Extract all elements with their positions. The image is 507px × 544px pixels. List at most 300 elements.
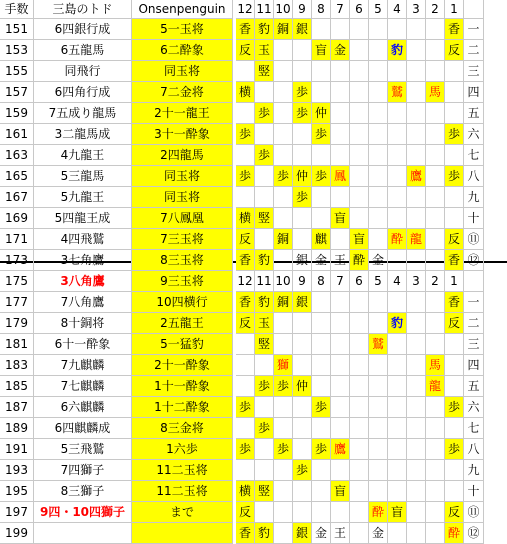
board-square — [312, 418, 331, 439]
board-square — [350, 166, 369, 187]
board-square: 盲 — [350, 229, 369, 250]
board-square — [331, 19, 350, 40]
board-square — [388, 187, 407, 208]
board-square — [274, 124, 293, 145]
board-square — [350, 103, 369, 124]
board-square — [274, 250, 293, 271]
board-square — [236, 376, 255, 397]
board-square: 反 — [236, 40, 255, 61]
gote-move: 8三金将 — [132, 418, 233, 439]
board-square — [274, 40, 293, 61]
rank-label: 十 — [464, 481, 484, 502]
board-square — [331, 103, 350, 124]
board-square: 金 — [312, 250, 331, 271]
board-square — [236, 460, 255, 481]
rank-label: 一 — [464, 292, 484, 313]
header-tesuu: 手数 — [0, 0, 34, 19]
board-square — [407, 502, 426, 523]
file-number-5: 5 — [369, 271, 388, 292]
board-square: 鷲 — [369, 334, 388, 355]
board-square — [369, 187, 388, 208]
board-square: 香 — [445, 292, 464, 313]
board-square — [274, 502, 293, 523]
board-square — [236, 187, 255, 208]
board-square — [426, 166, 445, 187]
board-square — [293, 439, 312, 460]
rank-label: 一 — [464, 19, 484, 40]
rank-label: 二 — [464, 40, 484, 61]
board-square: 金 — [369, 250, 388, 271]
file-number-8: 8 — [312, 0, 331, 19]
board-square — [445, 187, 464, 208]
board-square — [331, 145, 350, 166]
header-gote: Onsenpenguin — [132, 0, 233, 19]
rank-label: 二 — [464, 313, 484, 334]
file-number-11: 11 — [255, 271, 274, 292]
board-square — [369, 208, 388, 229]
file-number-1: 1 — [445, 0, 464, 19]
move-number: 191 — [0, 439, 34, 460]
board-square: 香 — [445, 250, 464, 271]
board-square — [407, 481, 426, 502]
board-square — [255, 355, 274, 376]
board-square — [407, 40, 426, 61]
board-square — [388, 103, 407, 124]
sente-move: 同飛行 — [34, 61, 132, 82]
board-square — [388, 292, 407, 313]
board-square — [388, 19, 407, 40]
board-square: 横 — [236, 481, 255, 502]
sente-move: 7七麒麟 — [34, 376, 132, 397]
board-square — [426, 292, 445, 313]
board-square: 横 — [236, 82, 255, 103]
board-square: 歩 — [293, 82, 312, 103]
board-square: 豹 — [255, 19, 274, 40]
board-square — [293, 502, 312, 523]
rank-label: 六 — [464, 397, 484, 418]
board-square — [293, 313, 312, 334]
board-square — [426, 397, 445, 418]
board-square — [426, 103, 445, 124]
board-square — [350, 208, 369, 229]
board-square — [369, 481, 388, 502]
board-square: 馬 — [426, 82, 445, 103]
sente-move: 6五龍馬 — [34, 40, 132, 61]
board-square — [312, 19, 331, 40]
board-square — [350, 376, 369, 397]
board-square — [445, 208, 464, 229]
board-square — [388, 334, 407, 355]
board-square: 豹 — [388, 40, 407, 61]
board-square: 金 — [331, 40, 350, 61]
board-square — [274, 187, 293, 208]
board-square — [255, 460, 274, 481]
board-square: 横 — [236, 208, 255, 229]
gote-move: 2十一酔象 — [132, 355, 233, 376]
board-square — [445, 103, 464, 124]
gote-move: 同玉将 — [132, 61, 233, 82]
board-square: 龍 — [407, 229, 426, 250]
rank-label: 三 — [464, 334, 484, 355]
board-square — [255, 439, 274, 460]
board-square — [312, 481, 331, 502]
board-square: 歩 — [293, 187, 312, 208]
board-square — [312, 61, 331, 82]
board-square — [255, 229, 274, 250]
rank-label: 三 — [464, 61, 484, 82]
board-square — [445, 418, 464, 439]
board-square — [293, 418, 312, 439]
board-square — [331, 124, 350, 145]
rank-label: 四 — [464, 82, 484, 103]
board-square — [274, 61, 293, 82]
board-square — [236, 355, 255, 376]
board-square — [293, 61, 312, 82]
board-square — [312, 502, 331, 523]
board-square — [426, 229, 445, 250]
file-number-2: 2 — [426, 271, 445, 292]
board-square: 盲 — [331, 208, 350, 229]
board-square — [274, 313, 293, 334]
board-square — [274, 82, 293, 103]
board-square — [274, 103, 293, 124]
rank-label: ⑫ — [464, 523, 484, 544]
board-square — [350, 82, 369, 103]
gote-move: 7二金将 — [132, 82, 233, 103]
board-square — [369, 229, 388, 250]
board-square — [312, 145, 331, 166]
move-number: 169 — [0, 208, 34, 229]
file-number-1: 1 — [445, 271, 464, 292]
board-square: 香 — [236, 250, 255, 271]
sente-move: 5三飛鷲 — [34, 439, 132, 460]
board-square: 酔 — [350, 250, 369, 271]
file-number-3: 3 — [407, 271, 426, 292]
sente-move: 4九龍王 — [34, 145, 132, 166]
board-square — [407, 187, 426, 208]
move-number: 179 — [0, 313, 34, 334]
board-square — [350, 187, 369, 208]
board-square — [407, 523, 426, 544]
move-number: 157 — [0, 82, 34, 103]
board-square: 盲 — [331, 481, 350, 502]
board-square — [331, 334, 350, 355]
board-square — [388, 439, 407, 460]
rank-label: ⑪ — [464, 502, 484, 523]
gote-move: 10四横行 — [132, 292, 233, 313]
board-square — [388, 208, 407, 229]
board-square: 香 — [236, 523, 255, 544]
rank-label: 五 — [464, 376, 484, 397]
board-square — [407, 460, 426, 481]
board-square — [407, 334, 426, 355]
file-number-10: 10 — [274, 0, 293, 19]
board-square: 歩 — [312, 124, 331, 145]
board-square — [293, 208, 312, 229]
board-square: 歩 — [274, 166, 293, 187]
sente-move: 6四銀行成 — [34, 19, 132, 40]
board-square: 反 — [236, 502, 255, 523]
gote-move: 2十一龍王 — [132, 103, 233, 124]
board-square — [407, 82, 426, 103]
rank-label: 七 — [464, 145, 484, 166]
board-square — [274, 208, 293, 229]
board-square: 反 — [236, 229, 255, 250]
gote-move: 5一猛豹 — [132, 334, 233, 355]
board-square — [369, 397, 388, 418]
sente-move: 6四角行成 — [34, 82, 132, 103]
board-square — [388, 523, 407, 544]
board-square: 鳳 — [331, 166, 350, 187]
board-square: 歩 — [255, 103, 274, 124]
file-number-6: 6 — [350, 271, 369, 292]
board-square: 歩 — [236, 397, 255, 418]
board-square — [407, 145, 426, 166]
board-square: 王 — [331, 523, 350, 544]
board-square — [426, 439, 445, 460]
board-square: 歩 — [293, 103, 312, 124]
board-square — [293, 124, 312, 145]
board-square — [331, 187, 350, 208]
board-square — [331, 292, 350, 313]
board-square: 歩 — [255, 418, 274, 439]
board-square — [407, 124, 426, 145]
board-square — [388, 250, 407, 271]
board-square — [274, 418, 293, 439]
board-square — [369, 82, 388, 103]
board-square — [331, 355, 350, 376]
file-number-4: 4 — [388, 271, 407, 292]
file-number-6: 6 — [350, 0, 369, 19]
rank-label: 五 — [464, 103, 484, 124]
board-square — [350, 124, 369, 145]
board-square — [445, 334, 464, 355]
gote-move: 7八鳳凰 — [132, 208, 233, 229]
board-square — [369, 313, 388, 334]
board-square: 酔 — [445, 523, 464, 544]
board-square — [293, 40, 312, 61]
board-square — [445, 460, 464, 481]
sente-move: 4四飛鷲 — [34, 229, 132, 250]
board-square: 銀 — [293, 19, 312, 40]
rank-label: ⑫ — [464, 250, 484, 271]
board-square — [274, 523, 293, 544]
board-square — [350, 502, 369, 523]
board-square — [407, 292, 426, 313]
board-square — [350, 292, 369, 313]
rank-label: 六 — [464, 124, 484, 145]
sente-move: 7八角鷹 — [34, 292, 132, 313]
sente-move: 3八角鷹 — [34, 271, 132, 292]
board-square: 反 — [445, 502, 464, 523]
board-square — [426, 124, 445, 145]
board-square: 竪 — [255, 334, 274, 355]
gote-move: 7三玉将 — [132, 229, 233, 250]
board-square — [426, 418, 445, 439]
board-square — [426, 61, 445, 82]
board-square: 歩 — [255, 376, 274, 397]
board-square: 歩 — [445, 166, 464, 187]
file-number-12: 12 — [236, 271, 255, 292]
move-number: 151 — [0, 19, 34, 40]
board-square: 王 — [331, 250, 350, 271]
board-square — [350, 523, 369, 544]
move-number: 161 — [0, 124, 34, 145]
move-number: 187 — [0, 397, 34, 418]
board-square: 歩 — [445, 439, 464, 460]
board-square: 歩 — [274, 376, 293, 397]
board-square — [369, 145, 388, 166]
board-square: 獅 — [274, 355, 293, 376]
board-square: 歩 — [445, 397, 464, 418]
board-square — [293, 397, 312, 418]
board-square — [274, 145, 293, 166]
board-square — [369, 40, 388, 61]
board-square — [255, 502, 274, 523]
board-square: 竪 — [255, 481, 274, 502]
board-square — [407, 103, 426, 124]
sente-move: 6四麒麟成 — [34, 418, 132, 439]
gote-move: 3十一酔象 — [132, 124, 233, 145]
board-square — [369, 460, 388, 481]
board-square: 仲 — [312, 103, 331, 124]
board-square: 香 — [445, 19, 464, 40]
board-square: 歩 — [293, 460, 312, 481]
board-square — [255, 124, 274, 145]
board-square — [331, 397, 350, 418]
gote-move: 11二玉将 — [132, 460, 233, 481]
gote-move: 1十二酔象 — [132, 397, 233, 418]
board-square — [388, 355, 407, 376]
board-square — [426, 460, 445, 481]
board-square — [331, 376, 350, 397]
board-square — [255, 82, 274, 103]
board-square — [312, 376, 331, 397]
board-square: 歩 — [312, 439, 331, 460]
file-number-7: 7 — [331, 271, 350, 292]
move-number: 193 — [0, 460, 34, 481]
board-square — [426, 208, 445, 229]
gote-move: まで — [132, 502, 233, 523]
board-square: 香 — [236, 19, 255, 40]
board-square: 反 — [445, 229, 464, 250]
board-square — [255, 187, 274, 208]
board-square — [293, 481, 312, 502]
board-square: 歩 — [312, 166, 331, 187]
file-number-10: 10 — [274, 271, 293, 292]
move-number: 153 — [0, 40, 34, 61]
sente-move: 5三龍馬 — [34, 166, 132, 187]
file-number-11: 11 — [255, 0, 274, 19]
board-square — [426, 187, 445, 208]
board-square — [236, 103, 255, 124]
board-square: 麒 — [312, 229, 331, 250]
board-square — [388, 397, 407, 418]
board-square: 盲 — [388, 502, 407, 523]
board-square — [369, 376, 388, 397]
gote-move — [132, 523, 233, 544]
file-number-3: 3 — [407, 0, 426, 19]
board-square — [445, 82, 464, 103]
board-square — [388, 460, 407, 481]
file-number-9: 9 — [293, 0, 312, 19]
board-square — [236, 145, 255, 166]
rank-label — [464, 271, 484, 292]
board-square — [312, 334, 331, 355]
move-number: 171 — [0, 229, 34, 250]
board-square — [350, 19, 369, 40]
board-square: 金 — [369, 523, 388, 544]
board-square — [312, 187, 331, 208]
board-square — [274, 481, 293, 502]
board-square — [445, 145, 464, 166]
board-square: 反 — [445, 40, 464, 61]
board-square: 竪 — [255, 208, 274, 229]
board-square: 銀 — [293, 292, 312, 313]
board-square — [426, 19, 445, 40]
board-square — [369, 61, 388, 82]
board-square — [274, 334, 293, 355]
board-square — [331, 313, 350, 334]
sente-move: 8十銅将 — [34, 313, 132, 334]
board-square — [331, 229, 350, 250]
board-square — [407, 397, 426, 418]
board-square — [369, 103, 388, 124]
gote-move: 11二玉将 — [132, 481, 233, 502]
file-number-2: 2 — [426, 0, 445, 19]
board-square: 歩 — [312, 397, 331, 418]
board-square — [407, 250, 426, 271]
board-square: 豹 — [255, 523, 274, 544]
sente-move: 9四・10四獅子 — [34, 502, 132, 523]
board-square: 豹 — [388, 313, 407, 334]
header-sente: 三島のトド — [34, 0, 132, 19]
board-square — [407, 418, 426, 439]
board-square: 歩 — [274, 439, 293, 460]
board-square — [236, 334, 255, 355]
move-number: 175 — [0, 271, 34, 292]
board-square — [445, 355, 464, 376]
board-square: 歩 — [445, 124, 464, 145]
board-square: 銀 — [293, 250, 312, 271]
board-square — [407, 355, 426, 376]
board-square — [426, 502, 445, 523]
move-number: 197 — [0, 502, 34, 523]
rank-label: 九 — [464, 460, 484, 481]
move-number: 163 — [0, 145, 34, 166]
board-square — [350, 313, 369, 334]
file-number-7: 7 — [331, 0, 350, 19]
move-number: 155 — [0, 61, 34, 82]
board-square — [388, 145, 407, 166]
board-square — [426, 145, 445, 166]
move-number: 177 — [0, 292, 34, 313]
board-square: 銅 — [274, 292, 293, 313]
board-square — [350, 61, 369, 82]
board-square — [293, 355, 312, 376]
gote-move: 2五龍王 — [132, 313, 233, 334]
board-square — [445, 61, 464, 82]
rank-label: 八 — [464, 166, 484, 187]
board-square: 銅 — [274, 229, 293, 250]
board-square — [236, 61, 255, 82]
board-square — [331, 82, 350, 103]
gote-move: 1十一酔象 — [132, 376, 233, 397]
board-square — [445, 481, 464, 502]
board-square — [350, 439, 369, 460]
board-square — [407, 61, 426, 82]
board-square — [407, 208, 426, 229]
